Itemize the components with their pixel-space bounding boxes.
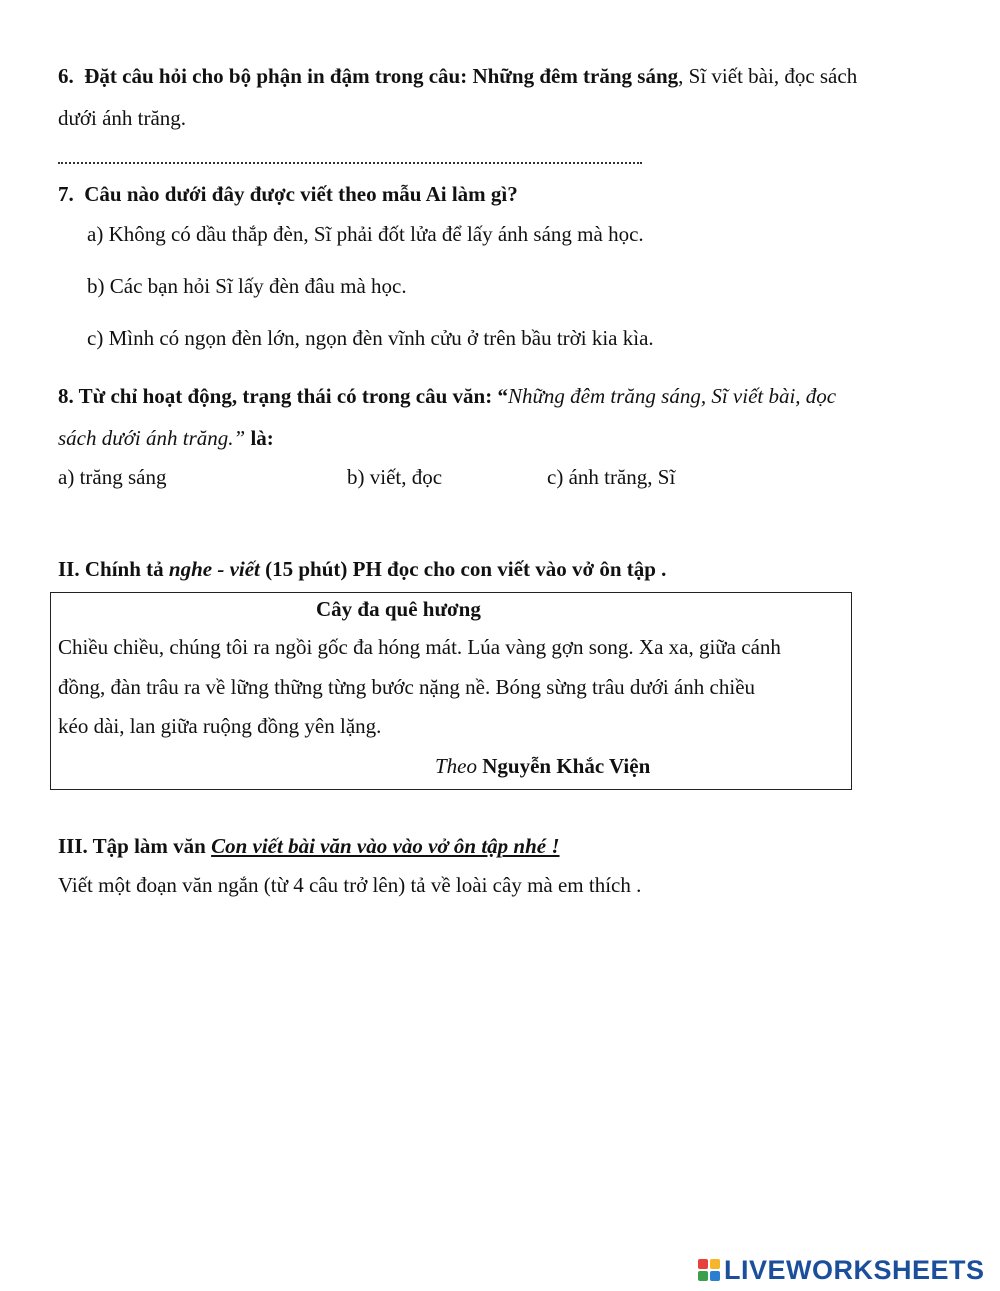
question-7-number: 7. [58,182,74,206]
question-8-prompt: 8. Từ chỉ hoạt động, trạng thái có trong câu văn: “ [58,384,508,408]
question-7 [58,182,518,207]
question-7-prompt: Câu nào dưới đây được viết theo mẫu Ai làm gì? [84,182,518,206]
question-6 [58,64,857,89]
question-7-option-c[interactable]: c) Mình có ngọn đèn lớn, ngọn đèn vĩnh cửu ở trên bầu trời kia kìa. [87,326,654,350]
question-7-option-a[interactable]: a) Không có dầu thắp đèn, Sĩ phải đốt lửa để lấy ánh sáng mà học. [87,222,644,246]
section-3-heading [58,834,560,859]
passage-title: Cây đa quê hương [316,597,481,621]
passage-source-author: Nguyễn Khắc Viện [482,754,651,778]
liveworksheets-logo [698,1254,985,1286]
question-8-quote-line2: sách dưới ánh trăng.” [58,426,246,450]
section-3-heading-link: Con viết bài văn vào vào vở ôn tập nhé ! [211,834,560,858]
question-6-rest: , Sĩ viết bài, đọc sách [678,64,858,88]
question-8-suffix: là: [245,426,274,450]
passage-source-prefix: Theo [435,754,477,778]
section-2-heading-end: (15 phút) PH đọc cho con viết vào vở ôn tập . [259,557,667,581]
question-6-prompt: Đặt câu hỏi cho bộ phận in đậm trong câu: [84,64,468,88]
passage-line-1: Chiều chiều, chúng tôi ra ngồi gốc đa hóng mát. Lúa vàng gợn song. Xa xa, giữa cánh [58,635,781,659]
section-3-heading-label: III. Tập làm văn [58,834,212,858]
passage-line-2: đồng, đàn trâu ra về lững thững từng bước nặng nề. Bóng sừng trâu dưới ánh chiều [58,675,756,699]
question-7-option-b[interactable]: b) Các bạn hỏi Sĩ lấy đèn đâu mà học. [87,274,407,298]
passage-source [435,754,650,779]
answer-line-q6[interactable] [58,148,642,164]
passage-line-3: kéo dài, lan giữa ruộng đồng yên lặng. [58,714,382,738]
question-6-bold-part: Những đêm trăng sáng [472,64,679,88]
question-8-quote-line1: Những đêm trăng sáng, Sĩ viết bài, đọc [507,384,837,408]
section-2-heading-italic: nghe - viết [168,557,260,581]
question-8-option-b[interactable]: b) viết, đọc [347,465,443,489]
question-6-line2: dưới ánh trăng. [58,106,187,130]
question-8-line2 [58,426,274,451]
liveworksheets-logo-icon [698,1259,720,1281]
question-6-number: 6. [58,64,74,88]
liveworksheets-brand-text: LIVEWORKSHEETS [724,1254,985,1285]
section-2-heading-start: II. Chính tả [58,557,169,581]
question-8 [58,384,836,409]
section-3-instruction: Viết một đoạn văn ngắn (từ 4 câu trở lên) tả về loài cây mà em thích . [58,873,642,897]
question-8-option-c[interactable]: c) ánh trăng, Sĩ [547,465,676,489]
section-2-heading [58,557,666,582]
question-8-option-a[interactable]: a) trăng sáng [58,465,167,489]
